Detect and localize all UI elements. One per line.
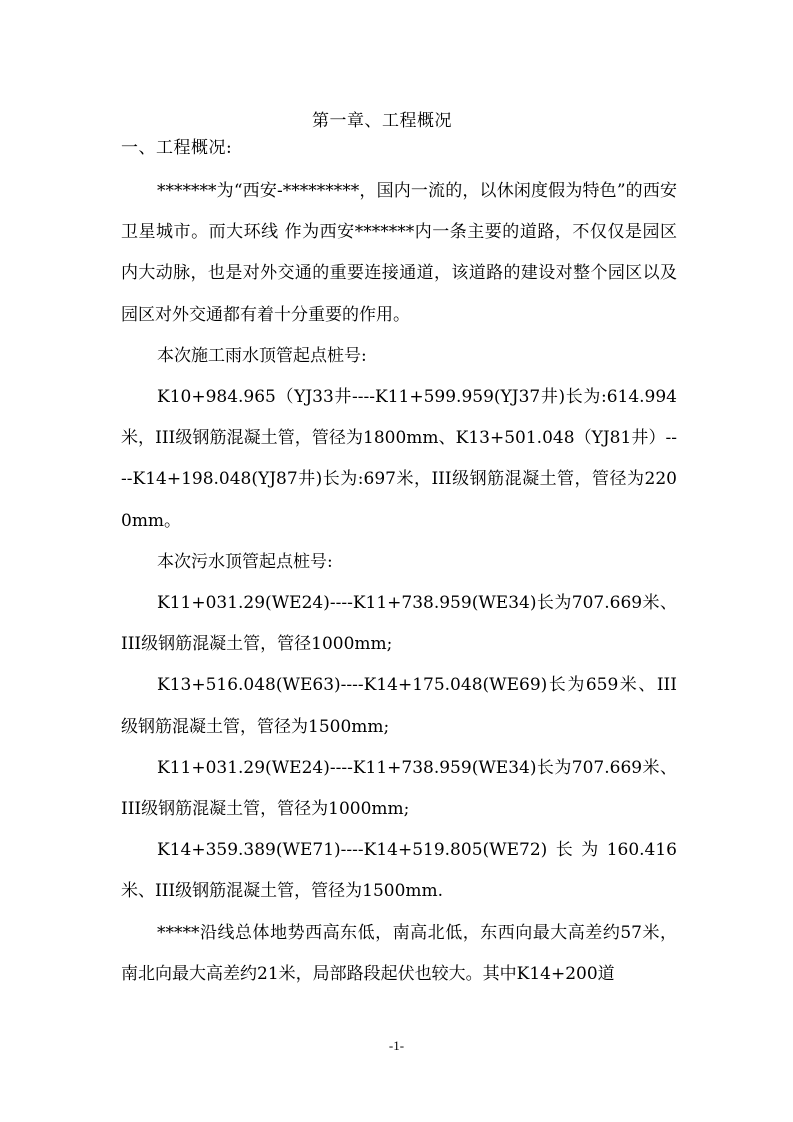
chapter-title: 第一章、工程概况: [312, 111, 452, 131]
paragraph-terrain: *****沿线总体地势西高东低，南高北低，东西向最大高差约57米，南北向最大高差约21米，局部路段起伏也较大。其中K14+200道: [121, 922, 677, 984]
paragraph-sewage-pipe-3: K11+031.29(WE24)----K11+738.959(WE34)长为707.669米、III级钢筋混凝土管，管径为1000mm;: [121, 757, 677, 820]
page-number: -1-: [388, 1038, 405, 1053]
paragraph-sewage-pipe-2: K13+516.048(WE63)----K14+175.048(WE69)长为659米、III级钢筋混凝土管，管径为1500mm;: [121, 675, 677, 737]
paragraph-overview: *******为“西安-*********，国内一流的，以休闲度假为特色”的西安卫星城市。而大环线 作为西安*******内一条主要的道路，不仅仅是园区内大动脉，也是对外交通的重要连接通道，该道路的建设对整个园区以及园区对外交通都有着十分重要的作用。: [121, 181, 677, 325]
section-heading: 一、工程概况:: [121, 138, 233, 158]
paragraph-sewage-pipe-4: K14+359.389(WE71)----K14+519.805(WE72)长为160.416米、III级钢筋混凝土管，管径为1500mm.: [121, 840, 677, 902]
document-body: [121, 171, 677, 995]
paragraph-rain-pipe-heading: 本次施工雨水顶管起点桩号:: [157, 345, 367, 366]
paragraph-sewage-pipe-heading: 本次污水顶管起点桩号:: [157, 551, 333, 572]
paragraph-sewage-pipe-1: K11+031.29(WE24)----K11+738.959(WE34)长为707.669米、III级钢筋混凝土管，管径1000mm;: [121, 593, 677, 655]
paragraph-rain-pipe-details: K10+984.965（YJ33井----K11+599.959(YJ37井)长为:614.994米，III级钢筋混凝土管，管径为1800mm、K13+501.048（YJ81井）----K14+198.048(YJ87井)长为:697米，III级钢筋混凝土管，管径为2200mm。: [121, 387, 677, 531]
